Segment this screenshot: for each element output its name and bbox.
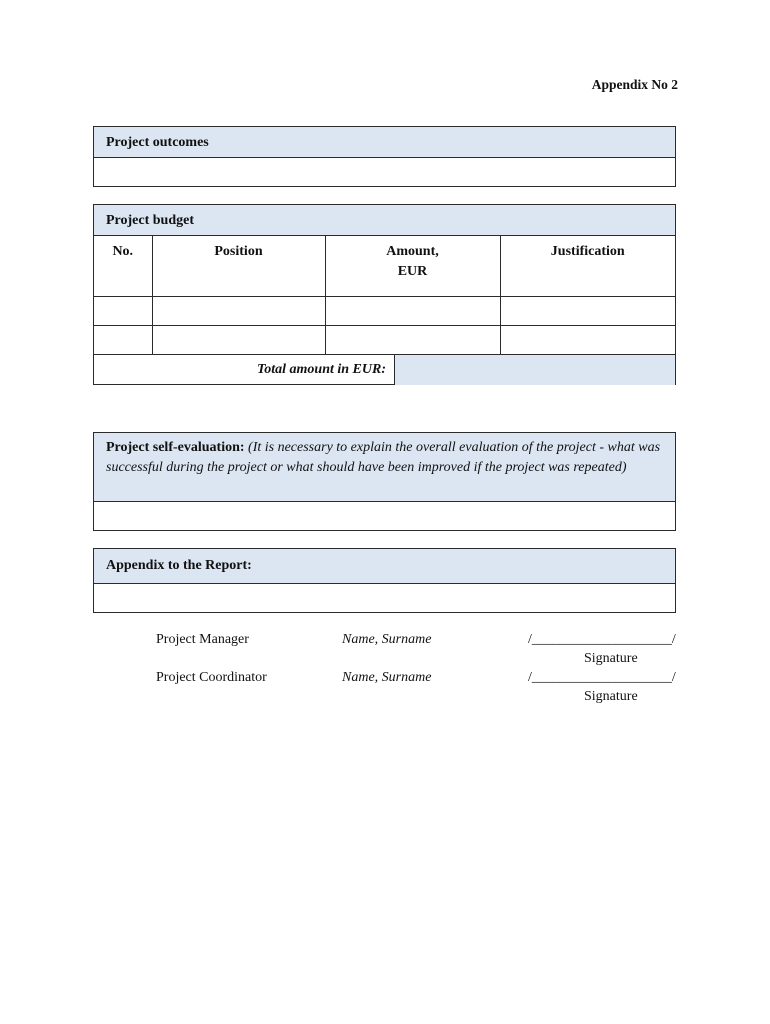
- table-row: [94, 296, 675, 325]
- self-evaluation-note: (It is necessary to explain the overall evaluation of the project - what was successful during the project or what should have been improved if the project was repeated): [106, 440, 661, 475]
- signature-line[interactable]: /____________________/: [528, 632, 676, 647]
- cell-justification[interactable]: [500, 325, 675, 354]
- cell-position[interactable]: [152, 296, 325, 325]
- cell-amount[interactable]: [325, 325, 500, 354]
- appendix-number: Appendix No 2: [591, 77, 678, 92]
- appendix-to-report-header: Appendix to the Report:: [94, 549, 675, 584]
- total-amount-field[interactable]: [395, 355, 675, 385]
- total-label: Total amount in EUR:: [94, 355, 395, 385]
- cell-justification[interactable]: [500, 296, 675, 325]
- project-budget-header: Project budget: [94, 205, 675, 236]
- signature-name: Name, Surname: [342, 632, 432, 647]
- appendix-to-report-section: [93, 548, 676, 613]
- col-header-position: Position: [152, 236, 325, 296]
- col-header-amount: Amount, EUR: [325, 236, 500, 296]
- cell-no[interactable]: [94, 325, 152, 354]
- project-outcomes-field[interactable]: [94, 158, 675, 186]
- project-outcomes-section: [93, 126, 676, 187]
- col-header-no: No.: [94, 236, 152, 296]
- table-row: [94, 325, 675, 354]
- signature-line[interactable]: /____________________/: [528, 670, 676, 685]
- self-evaluation-header: Project self-evaluation: (It is necessary to explain the overall evaluation of the project - what was successful during the project or what should have been improved if the project was repeated): [94, 433, 675, 502]
- cell-position[interactable]: [152, 325, 325, 354]
- signature-label: Signature: [584, 689, 638, 704]
- self-evaluation-field[interactable]: [94, 502, 675, 529]
- cell-amount[interactable]: [325, 296, 500, 325]
- col-header-justification: Justification: [500, 236, 675, 296]
- budget-table: [94, 236, 675, 354]
- project-outcomes-header: Project outcomes: [94, 127, 675, 158]
- signature-name: Name, Surname: [342, 670, 432, 685]
- appendix-to-report-field[interactable]: [94, 584, 675, 611]
- signature-role: Project Manager: [156, 632, 249, 647]
- self-evaluation-section: [93, 432, 676, 531]
- signature-role: Project Coordinator: [156, 670, 267, 685]
- cell-no[interactable]: [94, 296, 152, 325]
- project-budget-section: [93, 204, 676, 385]
- signature-label: Signature: [584, 651, 638, 666]
- total-row: [94, 354, 675, 385]
